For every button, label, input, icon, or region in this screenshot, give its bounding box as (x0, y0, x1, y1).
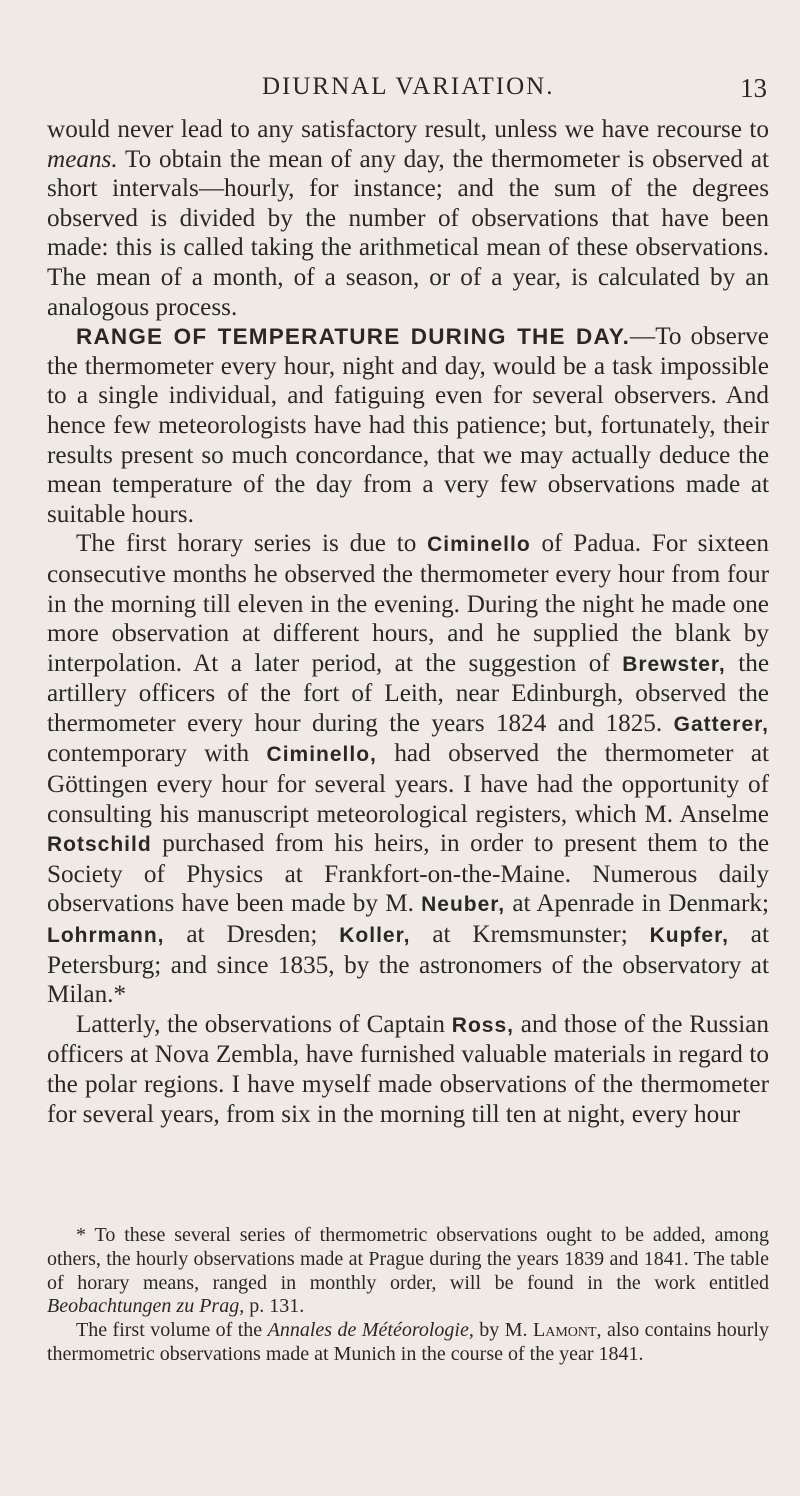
work-title: Annales de Météorologie, (267, 1319, 474, 1342)
footnote (47, 1224, 769, 1367)
paragraph-3-text: of Padua. For sixteen consecutive months he observed the thermometer every hour from four in the morning till eleven in the evening. During the night he made one more observation at different hours, and he supplied the blank by interpolation. At a later period, at the suggestion of (47, 530, 769, 677)
page-number: 13 (740, 73, 767, 103)
person-name: Gatterer, (673, 712, 769, 736)
person-name: Kupfer, (649, 924, 729, 948)
paragraph-4-text: Latterly, the observations of Captain (76, 1010, 452, 1038)
work-title: Beobachtungen zu Prag, (47, 1295, 245, 1318)
person-name: Lamont, (533, 1319, 602, 1342)
person-name: Ciminello (427, 533, 531, 557)
footnote-text: The first volume of the (76, 1319, 268, 1342)
paragraph-3 (47, 529, 769, 1010)
paragraph-3-text: contemporary with (47, 740, 267, 768)
paragraph-3-text: had observed the thermometer at Göttingen every hour for several years. I have had the opportunity of consulting his manuscript meteorological registers, which M. Anselme (47, 740, 769, 828)
footnote-text: * To these several series of thermometric observations ought to be added, among others, the hourly observations made at Prague during the years 1839 and 1841. The table of horary means, ranged in monthly order, will be found in the work entitled (47, 1224, 769, 1294)
person-name: Brewster, (622, 652, 726, 676)
paragraph-4 (47, 1010, 769, 1129)
paragraph-3-text: The first horary series is due to (76, 530, 428, 558)
person-name: Ciminello, (266, 743, 377, 767)
running-title: DIURNAL VARIATION. (262, 73, 555, 100)
footnote-paragraph-1 (47, 1224, 769, 1319)
footnote-paragraph-2 (47, 1319, 769, 1367)
paragraph-3-text: at Kremsmunster; (410, 921, 650, 949)
person-name: Koller, (339, 924, 411, 948)
paragraph-3-text: purchased from his heirs, in order to present them to the Society of Physics at Frankfort-on-the-Maine. Numerous daily observations have been made by M. (47, 830, 769, 918)
person-name: Neuber, (421, 893, 506, 917)
footnote-text: p. 131. (244, 1295, 305, 1318)
footnote-text: by M. (473, 1319, 533, 1342)
section-heading: RANGE OF TEMPERATURE DURING THE DAY. (76, 324, 631, 350)
paragraph-4-text: and those of the Russian officers at Nova Zembla, have furnished valuable materials in regard to the polar regions. I have myself made observations of the thermometer for several years, from six in the morning till ten at night, every hour (47, 1010, 770, 1128)
paragraph-3-text: the artillery officers of the fort of Leith, near Edinburgh, observed the thermometer every hour during the years 1824 and 1825. (47, 649, 769, 737)
paragraph-1-text: would never lead to any satisfactory result, unless we have recourse to (47, 116, 769, 143)
paragraph-3-text: at Apenrade in Denmark; (505, 890, 769, 918)
paragraph-1-text-rest: To obtain the mean of any day, the thermometer is observed at short intervals—hourly, for instance; and the sum of the degrees observed is divided by the number of observations that have been made: this is called taking the arithmetical mean of these observations. The mean of a month, of a season, or of a year, is calculated by an analogous process. (47, 145, 769, 321)
paragraph-2 (47, 322, 769, 529)
person-name: Ross, (451, 1013, 514, 1037)
person-name: Lohrmann, (47, 924, 165, 948)
paragraph-2-text: —To observe the thermometer every hour, night and day, would be a task impossible to a single individual, and fatiguing even for several observers. And hence few meteorologists have had this patience; but, fortunately, their results present so much concordance, that we may actually deduce the mean temperature of the day from a very few observations made at suitable hours. (47, 323, 769, 528)
running-head (0, 73, 800, 109)
paragraph-1 (47, 115, 769, 322)
footnote-text: also contains hourly thermometric observations made at Munich in the course of the year 1841. (47, 1319, 769, 1365)
body-text (47, 115, 769, 1129)
paragraph-1-emphasis: means. (47, 145, 118, 173)
paragraph-3-text: at Petersburg; and since 1835, by the astronomers of the observatory at Milan.* (47, 921, 769, 1009)
paragraph-3-text: at Dresden; (164, 921, 340, 949)
person-name: Rotschild (47, 833, 152, 857)
